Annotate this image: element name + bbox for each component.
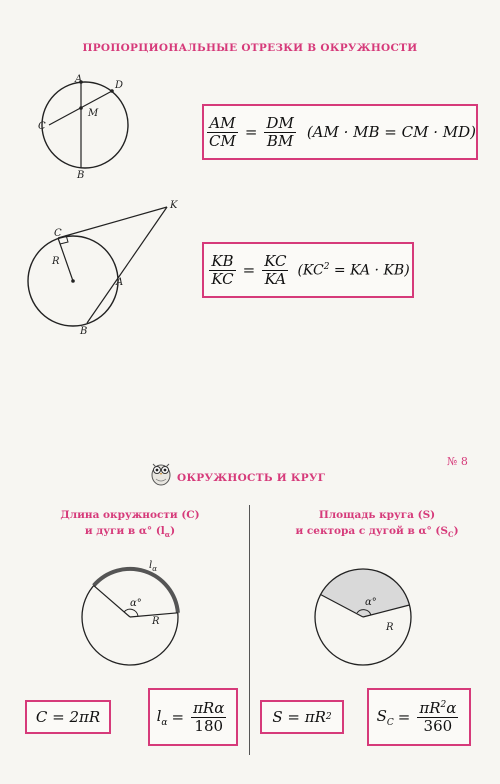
arc-letter: l xyxy=(149,560,153,571)
arc-length-diagram xyxy=(75,560,195,680)
fraction-am-cm xyxy=(207,115,238,149)
equals-sign: = xyxy=(242,261,256,279)
numerator-exponent: 2 xyxy=(440,700,447,710)
column-divider xyxy=(249,505,250,755)
area-exponent: 2 xyxy=(325,712,332,722)
formula-sector-area xyxy=(367,688,471,746)
denominator: 360 xyxy=(423,716,453,735)
product-close: = KA · KB) xyxy=(329,262,410,279)
label-c2: C xyxy=(54,228,62,239)
fraction-sector xyxy=(417,700,458,734)
product-open: (KC xyxy=(297,262,324,279)
fraction-kc-ka xyxy=(262,253,288,287)
sector-lhs-letter: S xyxy=(376,706,387,725)
center-point xyxy=(71,279,75,283)
point-m xyxy=(79,106,83,110)
label-c: C xyxy=(38,121,46,132)
left-title-line1: Длина окружности (C) xyxy=(60,509,200,521)
arc-sub: α xyxy=(152,565,157,573)
page-number: № 8 xyxy=(447,455,468,468)
fraction-kb-kc xyxy=(209,253,235,287)
radius-left xyxy=(94,586,130,617)
angle-mark xyxy=(124,609,138,616)
numerator: DM xyxy=(266,114,294,132)
formula-product: (AM · MB = CM · MD) xyxy=(306,123,477,141)
numerator: KB xyxy=(211,252,234,270)
numerator-end: α xyxy=(446,699,457,717)
left-title-sub: α xyxy=(164,530,171,540)
left-title-text: и дуги в α° (l xyxy=(84,525,165,537)
fraction-dm-bm xyxy=(264,115,295,149)
formula-circle-area xyxy=(260,700,344,734)
left-title-line2 xyxy=(25,523,235,543)
right-column-title xyxy=(262,507,492,543)
label-arc xyxy=(149,560,157,573)
numerator: πRα xyxy=(193,699,225,717)
label-r: R xyxy=(52,256,60,267)
label-b: B xyxy=(77,170,85,181)
arc-lhs-sub: α xyxy=(161,717,168,728)
owl-icon xyxy=(150,460,172,486)
exponent: 2 xyxy=(323,261,330,272)
denominator: KA xyxy=(264,269,287,288)
equals-sign: = xyxy=(171,708,185,726)
point-d xyxy=(110,89,114,93)
formula-product xyxy=(297,262,409,279)
right-title-line2 xyxy=(262,523,492,543)
label-angle-right: α° xyxy=(365,597,377,608)
area-text: S = πR xyxy=(272,708,326,726)
arc-lhs-letter: l xyxy=(156,706,162,725)
label-k: K xyxy=(170,200,178,211)
circle-chords xyxy=(42,82,128,168)
label-radius-left: R xyxy=(152,616,160,627)
denominator: BM xyxy=(266,131,294,150)
formula-circumference: C = 2πR xyxy=(25,700,111,734)
secant-kb xyxy=(87,207,167,323)
sector-area-diagram xyxy=(307,560,427,680)
equals-sign: = xyxy=(244,123,258,141)
label-a2: A xyxy=(116,277,124,288)
left-column-title xyxy=(25,507,235,543)
tangent-secant-diagram xyxy=(25,195,185,340)
sector-lhs xyxy=(377,707,394,728)
left-title-end: ) xyxy=(170,525,176,537)
label-m: M xyxy=(88,108,99,119)
formula-chords xyxy=(202,104,478,160)
label-radius-right: R xyxy=(386,622,394,633)
sector-lhs-sub: C xyxy=(386,717,394,728)
label-b2: B xyxy=(80,326,88,337)
label-angle-left: α° xyxy=(130,598,142,609)
right-title-text: и сектора с дугой в α° (S xyxy=(295,525,448,537)
right-title-end: ) xyxy=(453,525,459,537)
denominator: KC xyxy=(211,269,234,288)
chords-diagram xyxy=(30,70,140,185)
arc-lhs xyxy=(157,707,168,728)
right-title-line1: Площадь круга (S) xyxy=(318,509,436,521)
label-a: A xyxy=(75,74,83,85)
section1-title: ПРОПОРЦИОНАЛЬНЫЕ ОТРЕЗКИ В ОКРУЖНОСТИ xyxy=(82,42,418,54)
fraction-arc xyxy=(191,700,226,734)
label-d: D xyxy=(115,80,124,91)
formula-arc-length xyxy=(148,688,238,746)
denominator: CM xyxy=(209,131,236,150)
denominator: 180 xyxy=(194,716,224,735)
section2-title: ОКРУЖНОСТЬ И КРУГ xyxy=(177,472,326,484)
numerator-text: πR xyxy=(419,699,441,717)
formula-tangent-secant xyxy=(202,242,414,298)
numerator: KC xyxy=(264,252,287,270)
numerator: AM xyxy=(209,114,236,132)
numerator xyxy=(417,700,458,718)
equals-sign: = xyxy=(397,708,411,726)
tangent-kc xyxy=(58,207,167,238)
right-title-sub: C xyxy=(448,530,454,540)
